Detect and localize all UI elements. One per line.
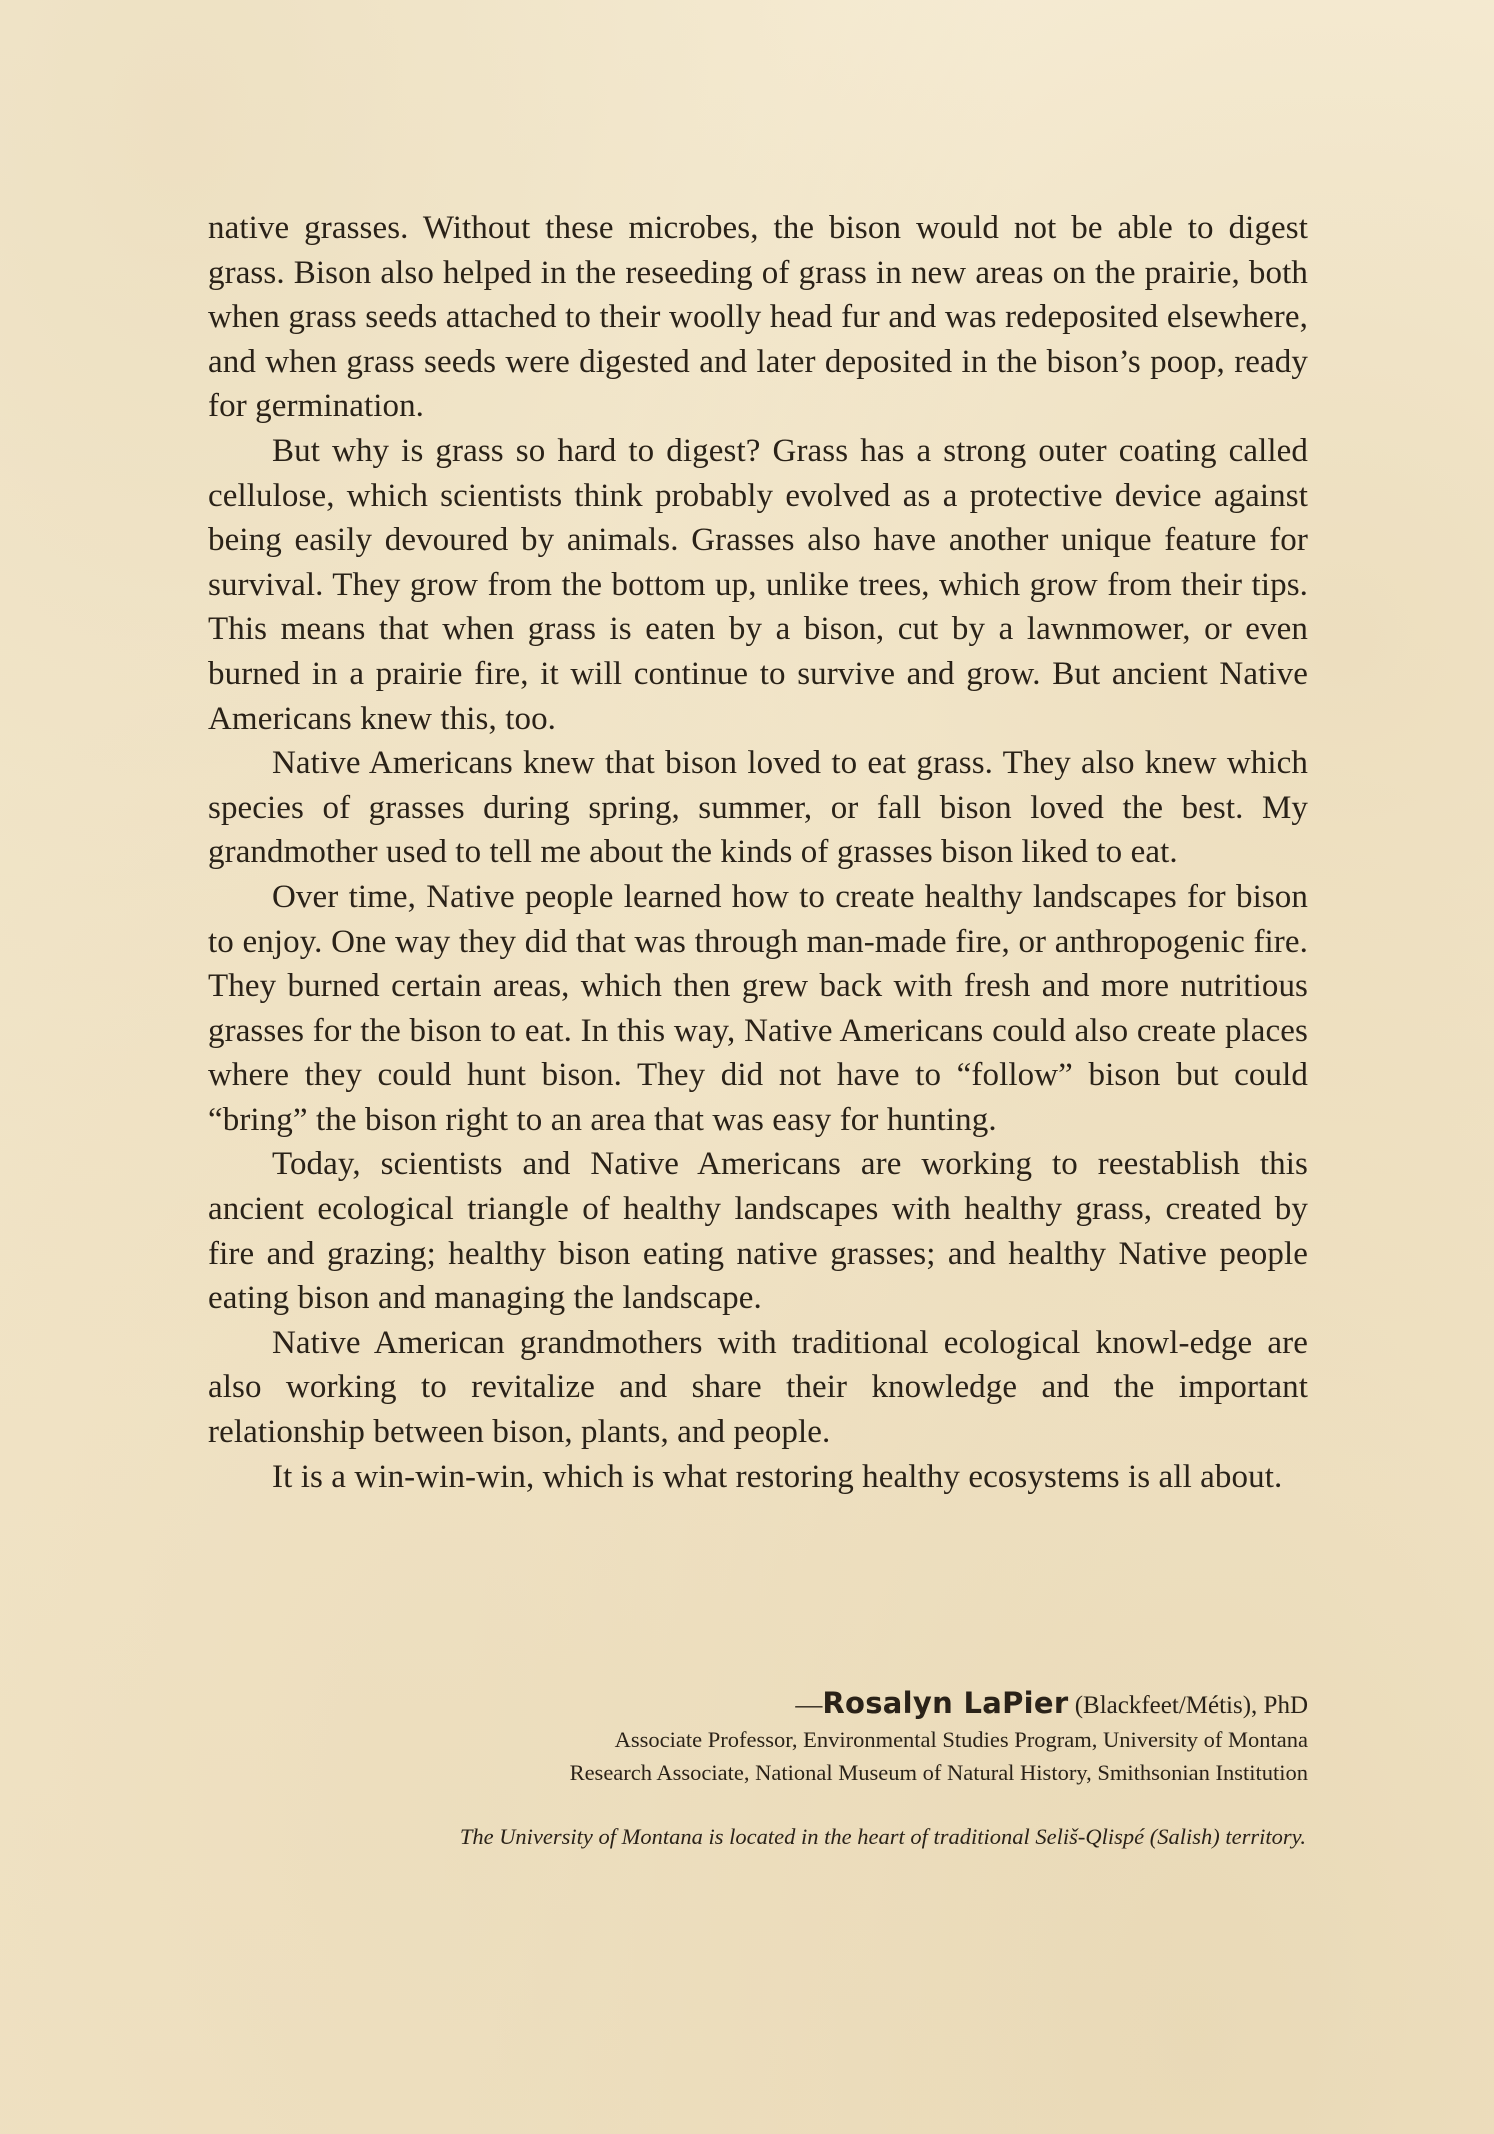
- author-role-1: Associate Professor, Environmental Studies Program, University of Montana: [614, 1727, 1308, 1752]
- article-body: [208, 206, 1308, 1499]
- paragraph: native grasses. Without these microbes, the bison would not be able to digest grass. Bison also helped in the reseeding of grass in new areas on the prairie, both when grass seeds attached to their woolly head fur and was redeposited elsewhere, and when grass seeds were digested and later deposited in the bison’s poop, ready for germination.: [208, 210, 1308, 425]
- paragraph: It is a win-win-win, which is what restoring healthy ecosystems is all about.: [272, 1458, 1283, 1495]
- author-role-2: Research Associate, National Museum of Natural History, Smithsonian Institution: [569, 1760, 1308, 1785]
- author-affiliation: (Blackfeet/Métis), PhD: [1068, 1692, 1308, 1719]
- paragraph: But why is grass so hard to digest? Grass has a strong outer coating called cellulose, which scientists think probably evolved as a protective device against being easily devoured by animals. Grasses also have another unique feature for survival. They grow from the bottom up, unlike trees, which grow from their tips. This means that when grass is eaten by a bison, cut by a lawnmower, or even burned in a prairie fire, it will continue to survive and grow. But ancient Native Americans knew this, too.: [208, 432, 1308, 737]
- author-attribution: [308, 1686, 1308, 1789]
- em-dash: —: [795, 1689, 823, 1719]
- paragraph: Native Americans knew that bison loved to eat grass. They also knew which species of grasses during spring, summer, or fall bison loved the best. My grandmother used to tell me about the kinds of grasses bison liked to eat.: [208, 745, 1308, 871]
- author-line: [308, 1686, 1308, 1723]
- paragraph: Today, scientists and Native Americans are working to reestablish this ancient ecological triangle of healthy landscapes with healthy grass, created by fire and grazing; healthy bison eating native grasses; and healthy Native people eating bison and managing the landscape.: [208, 1146, 1308, 1317]
- paragraph: Over time, Native people learned how to create healthy landscapes for bison to enjoy. One way they did that was through man-made fire, or anthropogenic fire. They burned certain areas, which then grew back with fresh and more nutritious grasses for the bison to eat. In this way, Native Americans could also create places where they could hunt bison. They did not have to “follow” bison but could “bring” the bison right to an area that was easy for hunting.: [208, 878, 1308, 1138]
- paragraph: Native American grandmothers with traditional ecological knowl-edge are also working to revitalize and share their knowledge and the important relationship between bison, plants, and people.: [208, 1324, 1308, 1451]
- author-name: Rosalyn LaPier: [822, 1686, 1069, 1720]
- land-acknowledgement-note: The University of Montana is located in the heart of traditional Seliš-Qlispé (Salish) territory.: [459, 1824, 1306, 1849]
